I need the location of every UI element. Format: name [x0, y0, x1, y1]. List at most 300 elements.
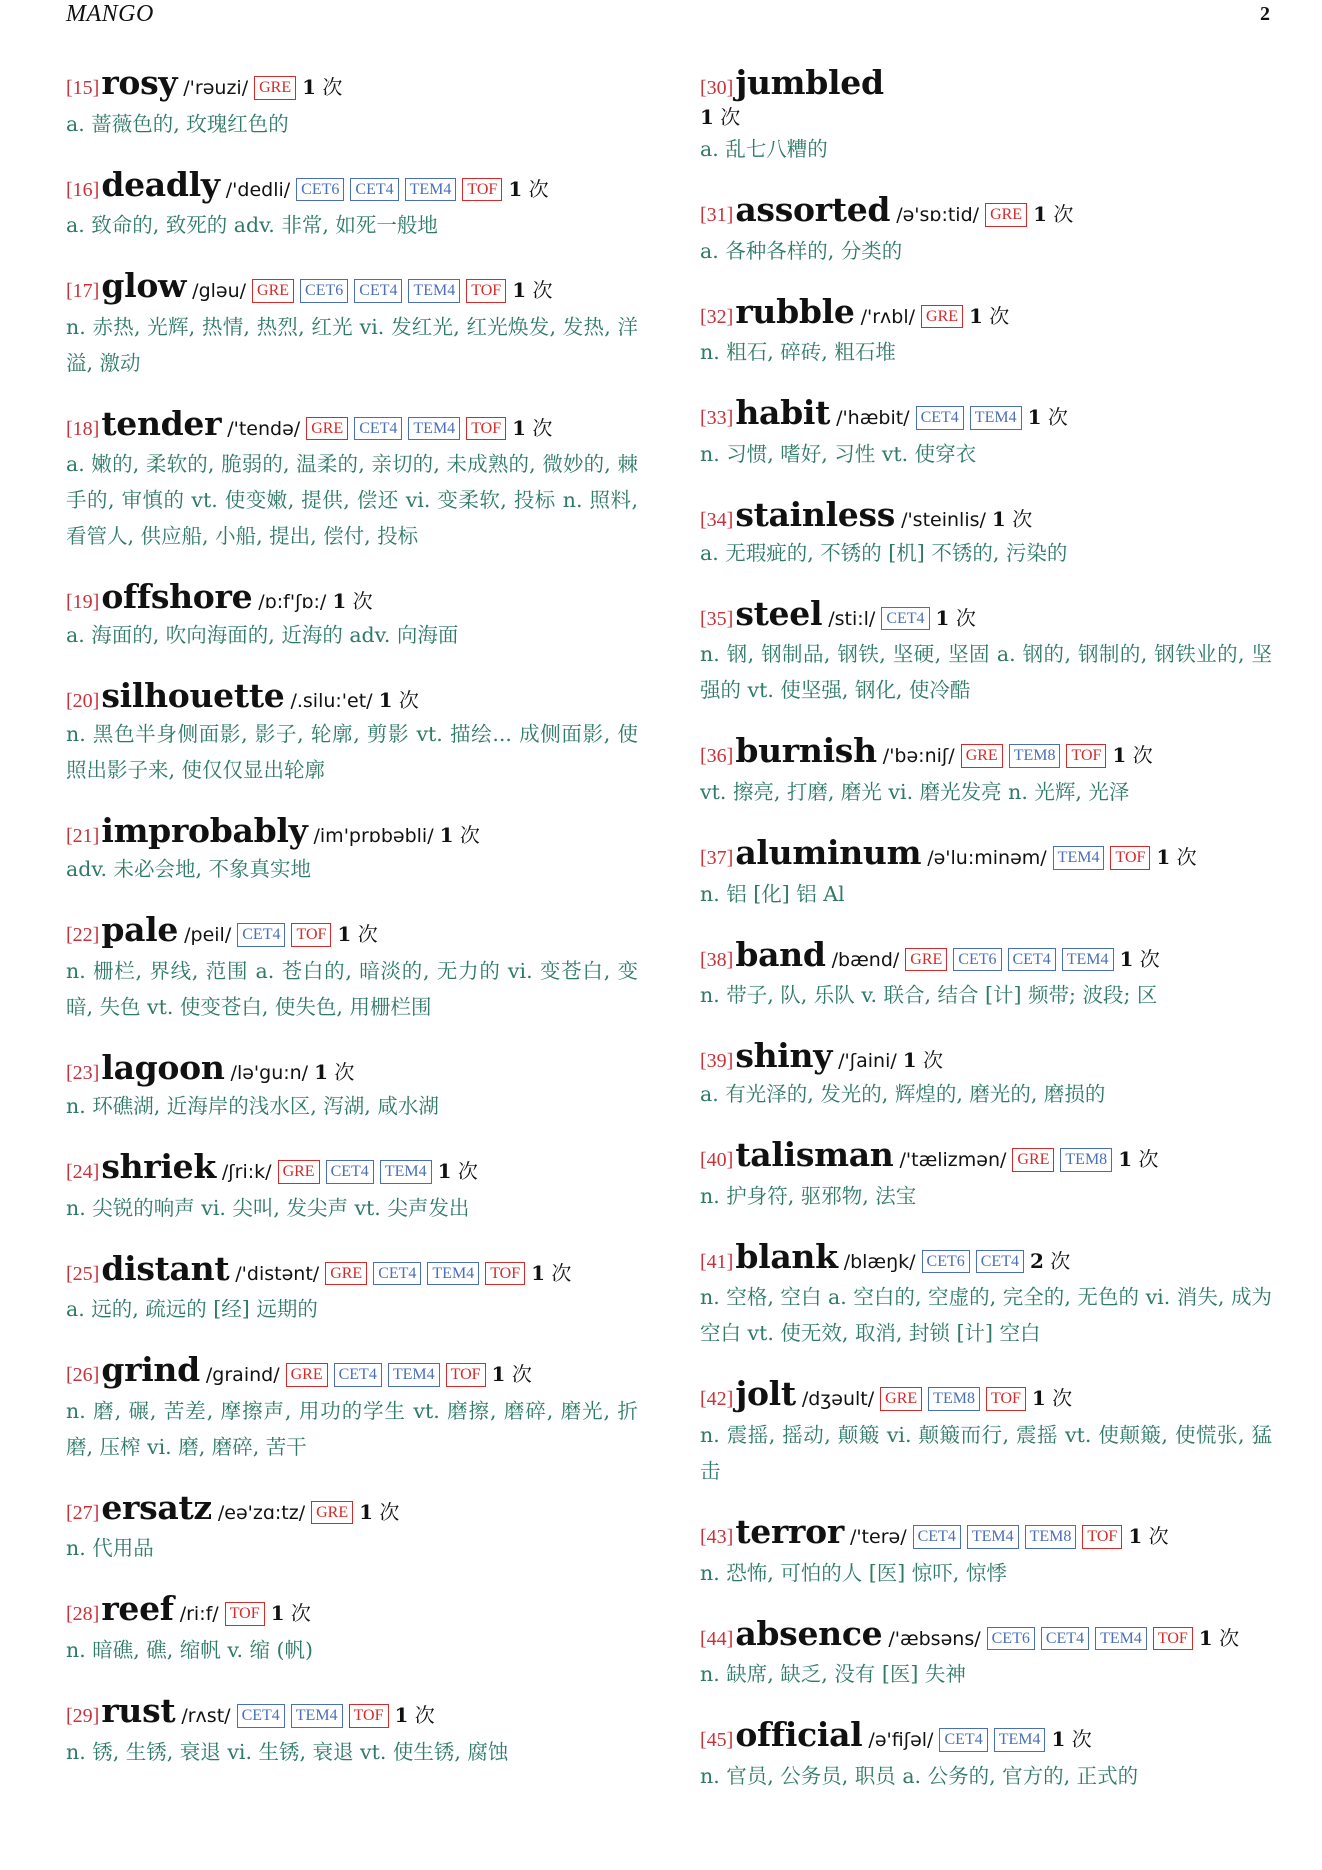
entry-index: [41] [700, 1250, 734, 1273]
vocab-entry [700, 63, 1272, 167]
entry-definition: vt. 擦亮, 打磨, 磨光 vi. 磨光发亮 n. 光辉, 光泽 [700, 779, 1130, 804]
exam-tag: GRE [880, 1387, 922, 1411]
entry-index: [37] [700, 846, 734, 869]
entry-index: [34] [700, 508, 734, 531]
entry-phonetic: /ə'sɒ:tid/ [896, 204, 980, 226]
entry-word: reef [101, 1589, 174, 1629]
entry-index: [16] [66, 178, 100, 201]
occurrence-count [439, 823, 480, 848]
count-number: 1 [359, 1499, 374, 1524]
entry-index: [18] [66, 417, 100, 440]
vocab-entry [700, 1135, 1272, 1214]
entry-phonetic: /sti:l/ [828, 607, 876, 630]
occurrence-count [394, 1702, 435, 1727]
exam-tag: TEM4 [291, 1704, 343, 1728]
exam-tag: CET4 [334, 1363, 382, 1387]
vocab-entry [700, 593, 1272, 709]
count-number: 1 [1051, 1727, 1066, 1752]
count-unit: 次 [1138, 1147, 1159, 1172]
entry-phonetic: /gləu/ [192, 280, 247, 303]
entry-word: deadly [101, 164, 220, 204]
entry-index: [39] [700, 1050, 734, 1073]
exam-tag: CET4 [326, 1160, 374, 1184]
entry-index: [27] [66, 1501, 100, 1524]
exam-tag: CET6 [922, 1250, 970, 1274]
entry-definition: n. 钢, 钢制品, 钢铁, 坚硬, 坚固 a. 钢的, 钢制的, 钢铁业的, 坚强的 vt. 使坚强, 钢化, 使冷酷 [700, 642, 1272, 703]
entry-word: ersatz [101, 1487, 212, 1527]
occurrence-count [270, 1601, 311, 1626]
entry-word: rosy [101, 63, 178, 102]
count-unit: 次 [1132, 743, 1153, 768]
entry-word: grind [101, 1350, 200, 1390]
occurrence-count [1051, 1727, 1092, 1752]
entry-definition: a. 致命的, 致死的 adv. 非常, 如死一般地 [66, 213, 438, 238]
count-number: 1 [1156, 844, 1171, 869]
count-unit: 次 [532, 278, 553, 303]
count-unit: 次 [1050, 1248, 1071, 1273]
vocab-entry [700, 731, 1272, 810]
entry-phonetic: /lə'gu:n/ [230, 1061, 309, 1084]
entry-headline [700, 1135, 1272, 1175]
exam-tag: TOF [446, 1363, 486, 1387]
occurrence-count [359, 1499, 400, 1524]
entry-headline [700, 934, 1272, 974]
count-unit: 次 [334, 1059, 355, 1084]
count-unit: 次 [1176, 844, 1197, 869]
count-unit: 次 [532, 415, 553, 440]
entry-definition: n. 锈, 生锈, 衰退 vi. 生锈, 衰退 vt. 使生锈, 腐蚀 [66, 1739, 509, 1764]
count-unit: 次 [290, 1601, 311, 1626]
vocab-entry [66, 164, 638, 244]
occurrence-count [1112, 743, 1153, 768]
count-number: 1 [902, 1048, 917, 1073]
entry-headline [66, 1146, 638, 1186]
entry-phonetic: /bænd/ [831, 948, 900, 971]
occurrence-count [1156, 844, 1197, 869]
occurrence-count [302, 77, 342, 97]
entry-phonetic: /'distənt/ [235, 1262, 320, 1285]
vocab-entry [66, 1248, 638, 1328]
count-number: 1 [302, 75, 317, 99]
exam-tag: GRE [254, 76, 296, 100]
exam-tag: CET4 [1041, 1627, 1089, 1651]
entry-headline [66, 577, 638, 617]
exam-tag: TOF [466, 279, 506, 303]
exam-tag: CET6 [987, 1627, 1035, 1651]
occurrence-count [332, 589, 373, 614]
occurrence-count [531, 1260, 572, 1285]
count-number: 1 [512, 415, 527, 440]
entry-phonetic: /.silu:'et/ [290, 690, 373, 713]
exam-tag: CET4 [237, 1704, 285, 1728]
entry-definition: a. 嫩的, 柔软的, 脆弱的, 温柔的, 亲切的, 未成熟的, 微妙的, 棘手的, 审慎的 vt. 使变嫩, 提供, 偿还 vi. 变柔软, 投标 n. 照料, 看管人, 供应船, 小船, 提出, 偿付, 投标 [66, 452, 638, 549]
count-unit: 次 [551, 1260, 572, 1285]
vocab-entry [66, 910, 638, 1025]
entry-definition: n. 暗礁, 礁, 缩帆 v. 缩 (帆) [66, 1637, 314, 1662]
exam-tag: TOF [986, 1387, 1026, 1411]
vocab-entry [700, 190, 1272, 269]
vocab-entry [66, 1487, 638, 1567]
entry-definition: n. 代用品 [66, 1536, 154, 1561]
count-number: 1 [700, 105, 714, 129]
entry-definition: n. 赤热, 光辉, 热情, 热烈, 红光 vi. 发红光, 红光焕发, 发热, 洋溢, 激动 [66, 314, 638, 375]
exam-tag: TEM8 [1025, 1525, 1077, 1549]
entry-word: official [735, 1715, 863, 1755]
entry-definition: n. 官员, 公务员, 职员 a. 公务的, 官方的, 正式的 [700, 1763, 1139, 1788]
vocab-entry [66, 403, 638, 555]
exam-tag: CET4 [350, 178, 398, 202]
count-number: 1 [531, 1260, 546, 1285]
entry-headline [66, 1248, 638, 1288]
entry-definition: a. 乱七八糟的 [700, 137, 828, 161]
entry-word: jolt [735, 1374, 796, 1414]
exam-tag: CET4 [373, 1262, 421, 1286]
occurrence-count [902, 1048, 944, 1073]
count-unit: 次 [1053, 202, 1074, 226]
entry-phonetic: /'dedli/ [225, 178, 291, 201]
count-unit: 次 [989, 303, 1010, 328]
count-unit: 次 [352, 589, 373, 614]
entry-phonetic: /ə'fiʃəl/ [868, 1729, 934, 1752]
exam-tag: TEM4 [408, 417, 460, 441]
entry-definition: a. 海面的, 吹向海面的, 近海的 adv. 向海面 [66, 623, 459, 648]
exam-tag: TEM4 [1062, 948, 1114, 972]
exam-tag: CET4 [976, 1250, 1024, 1274]
entry-phonetic: /graind/ [205, 1364, 280, 1387]
entry-phonetic: /'æbsəns/ [888, 1627, 981, 1650]
entry-index: [44] [700, 1627, 734, 1650]
entry-definition: n. 环礁湖, 近海岸的浅水区, 泻湖, 咸水湖 [66, 1093, 439, 1118]
entry-headline [700, 190, 1272, 229]
count-unit: 次 [398, 688, 419, 713]
entry-word: absence [735, 1613, 883, 1653]
entry-definition: n. 习惯, 嗜好, 习性 vt. 使穿衣 [700, 441, 977, 466]
entry-phonetic: /eə'zɑ:tz/ [217, 1501, 306, 1524]
exam-tag: TEM4 [970, 406, 1022, 430]
entry-headline [700, 1715, 1272, 1755]
entry-definition: a. 有光泽的, 发光的, 辉煌的, 磨光的, 磨损的 [700, 1082, 1106, 1107]
occurrence-count [1033, 204, 1073, 224]
entry-headline [700, 593, 1272, 633]
entry-word: silhouette [101, 676, 285, 716]
entry-word: rubble [735, 291, 855, 331]
entry-index: [28] [66, 1603, 100, 1626]
entry-headline [700, 291, 1272, 331]
exam-tag: CET4 [916, 406, 964, 430]
exam-tag: TEM4 [994, 1728, 1046, 1752]
exam-tag: TEM8 [1060, 1148, 1112, 1172]
count-number: 1 [1033, 202, 1047, 226]
exam-tag: TOF [225, 1602, 265, 1626]
exam-tag: GRE [286, 1363, 328, 1387]
entry-index: [35] [700, 607, 734, 630]
exam-tag: TOF [1066, 744, 1106, 768]
entry-index: [25] [66, 1262, 100, 1285]
exam-tag: TOF [1153, 1627, 1193, 1651]
vocab-entry [66, 1146, 638, 1226]
exam-tag: TEM4 [1095, 1627, 1147, 1651]
entry-phonetic: /'tendə/ [227, 417, 301, 440]
entry-headline [700, 1511, 1272, 1551]
entry-headline [66, 1690, 638, 1730]
exam-tag: CET4 [881, 607, 929, 631]
exam-tag: CET4 [913, 1525, 961, 1549]
entry-phonetic: /rʌst/ [181, 1704, 231, 1727]
entry-word: shriek [101, 1146, 216, 1186]
vocab-entry [700, 1374, 1272, 1489]
count-number: 1 [394, 1702, 409, 1727]
count-number: 1 [991, 506, 1006, 531]
entry-headline [700, 1236, 1272, 1276]
entry-word: band [735, 934, 826, 974]
count-number: 1 [270, 1601, 285, 1626]
occurrence-count [508, 176, 549, 201]
entry-index: [24] [66, 1160, 100, 1183]
exam-tag: CET6 [300, 279, 348, 303]
entry-phonetic: /ri:f/ [179, 1603, 219, 1626]
occurrence-count [337, 922, 378, 947]
occurrence-count [512, 278, 553, 303]
vocab-entry [66, 63, 638, 142]
page-number: 2 [1260, 2, 1270, 25]
entry-definition: n. 缺席, 缺乏, 没有 [医] 失神 [700, 1662, 966, 1687]
entry-phonetic: /'rəuzi/ [183, 77, 249, 99]
exam-tag: GRE [306, 417, 348, 441]
entry-index: [15] [66, 77, 100, 99]
entry-phonetic: /dʒəult/ [801, 1388, 875, 1411]
entry-headline [66, 676, 638, 716]
vocab-entry [700, 291, 1272, 371]
occurrence-count [1198, 1625, 1240, 1650]
count-number: 1 [935, 605, 950, 630]
count-unit: 次 [923, 1048, 944, 1073]
occurrence-count [1128, 1523, 1169, 1548]
vocab-entry [700, 1511, 1272, 1591]
entry-definition: n. 磨, 碾, 苦差, 摩擦声, 用功的学生 vt. 磨擦, 磨碎, 磨光, 折磨, 压榨 vi. 磨, 磨碎, 苦干 [66, 1398, 638, 1459]
count-number: 1 [969, 303, 983, 328]
exam-tag: TEM4 [1053, 846, 1105, 870]
entry-phonetic: /blæŋk/ [843, 1250, 916, 1273]
vocab-entry [700, 1715, 1272, 1794]
entry-word: tender [101, 403, 222, 443]
entry-index: [40] [700, 1149, 734, 1172]
count-number: 1 [439, 823, 454, 848]
count-unit: 次 [1047, 405, 1068, 430]
entry-index: [26] [66, 1364, 100, 1387]
entry-word: offshore [101, 577, 253, 617]
entry-index: [19] [66, 591, 100, 614]
entry-headline [66, 1589, 638, 1629]
occurrence-count [1029, 1248, 1071, 1273]
vocab-entry [66, 1589, 638, 1668]
exam-tag: TEM4 [408, 279, 460, 303]
exam-tag: CET4 [939, 1728, 987, 1752]
count-number: 2 [1029, 1248, 1044, 1273]
occurrence-count [969, 303, 1010, 328]
exam-tag: CET4 [1008, 948, 1056, 972]
vocab-entry [66, 1047, 638, 1124]
exam-tag: TEM4 [380, 1160, 432, 1184]
occurrence-count [1031, 1386, 1073, 1411]
entry-word: stainless [735, 494, 896, 534]
entry-definition: a. 蔷薇色的, 玫瑰红色的 [66, 111, 289, 136]
entry-phonetic: /ɒ:f'ʃɒ:/ [258, 591, 327, 614]
count-unit: 次 [1139, 946, 1160, 971]
page-header [66, 0, 1270, 28]
entry-definition: a. 各种各样的, 分类的 [700, 238, 903, 263]
exam-tag: CET6 [953, 948, 1001, 972]
count-number: 1 [1027, 405, 1042, 430]
exam-tag: TOF [485, 1262, 525, 1286]
count-unit: 次 [1219, 1625, 1240, 1650]
entry-word: blank [735, 1236, 838, 1276]
vocab-entry [700, 934, 1272, 1014]
exam-tag: TOF [291, 923, 331, 947]
entry-index: [17] [66, 280, 100, 303]
entry-word: talisman [735, 1135, 894, 1175]
exam-tag: CET4 [354, 279, 402, 303]
entry-headline [700, 1036, 1272, 1076]
count-unit: 次 [955, 605, 976, 630]
count-number: 1 [337, 922, 352, 947]
entry-word: rust [101, 1690, 176, 1730]
count-unit: 次 [1052, 1386, 1073, 1411]
count-number: 1 [1031, 1386, 1046, 1411]
vocab-entry [700, 832, 1272, 912]
occurrence-count [512, 415, 553, 440]
entry-headline [66, 266, 638, 306]
entry-definition: n. 粗石, 碎砖, 粗石堆 [700, 340, 896, 365]
entry-index: [22] [66, 924, 100, 947]
entry-phonetic: /ə'lu:minəm/ [927, 846, 1047, 869]
entry-headline [700, 63, 1272, 102]
vocab-entry [66, 577, 638, 653]
count-unit: 次 [511, 1362, 532, 1387]
count-number: 1 [491, 1362, 506, 1387]
count-unit: 次 [459, 823, 480, 848]
occurrence-count [1118, 1147, 1159, 1172]
entry-index: [31] [700, 204, 734, 226]
exam-tag: GRE [905, 948, 947, 972]
left-column [66, 63, 638, 1794]
exam-tag: GRE [278, 1160, 320, 1184]
entry-phonetic: /'hæbit/ [836, 407, 910, 430]
entry-definition: a. 远的, 疏远的 [经] 远期的 [66, 1297, 318, 1322]
count-unit: 次 [414, 1702, 435, 1727]
entry-index: [45] [700, 1729, 734, 1752]
occurrence-count [991, 506, 1033, 531]
entry-headline [700, 393, 1272, 433]
entry-index: [30] [700, 77, 734, 99]
exam-tag: GRE [311, 1501, 353, 1525]
entry-definition: n. 铝 [化] 铝 Al [700, 881, 845, 906]
count-number: 1 [1119, 946, 1134, 971]
vocab-entry [66, 811, 638, 887]
exam-tag: GRE [921, 305, 963, 329]
entry-index: [32] [700, 305, 734, 328]
exam-tag: TOF [462, 178, 502, 202]
count-number: 1 [1112, 743, 1127, 768]
exam-tag: TOF [1110, 846, 1150, 870]
entry-headline [700, 731, 1272, 771]
exam-tag: CET6 [296, 178, 344, 202]
exam-tag: GRE [961, 744, 1003, 768]
entry-phonetic: /im'prɒbəbli/ [313, 825, 434, 848]
entry-word: jumbled [735, 63, 884, 102]
exam-tag: GRE [325, 1262, 367, 1286]
entry-definition: n. 带子, 队, 乐队 v. 联合, 结合 [计] 频带; 波段; 区 [700, 983, 1158, 1008]
exam-tag: TEM4 [427, 1262, 479, 1286]
entry-index: [38] [700, 948, 734, 971]
entry-headline [66, 1350, 638, 1390]
entry-word: terror [735, 1511, 844, 1551]
entry-definition: n. 震摇, 摇动, 颠簸 vi. 颠簸而行, 震摇 vt. 使颠簸, 使慌张, 猛击 [700, 1422, 1272, 1483]
entry-columns [66, 63, 1272, 1794]
entry-index: [29] [66, 1704, 100, 1727]
entry-definition: adv. 未必会地, 不象真实地 [66, 857, 312, 882]
occurrence-count [437, 1158, 478, 1183]
entry-definition: a. 无瑕疵的, 不锈的 [机] 不锈的, 污染的 [700, 540, 1068, 565]
entry-word: lagoon [101, 1047, 225, 1087]
entry-phonetic: /'bə:niʃ/ [882, 745, 955, 768]
entry-index: [21] [66, 825, 100, 848]
entry-phonetic: /peil/ [184, 924, 232, 947]
entry-definition: n. 恐怖, 可怕的人 [医] 惊吓, 惊悸 [700, 1560, 1007, 1585]
exam-tag: TEM8 [928, 1387, 980, 1411]
occurrence-count [378, 688, 419, 713]
occurrence-count [1119, 946, 1160, 971]
entry-word: shiny [735, 1036, 833, 1076]
occurrence-count [491, 1362, 532, 1387]
exam-tag: TOF [466, 417, 506, 441]
exam-tag: GRE [1012, 1148, 1054, 1172]
vocab-entry [66, 1690, 638, 1770]
entry-definition: n. 栅栏, 界线, 范围 a. 苍白的, 暗淡的, 无力的 vi. 变苍白, 变暗, 失色 vt. 使变苍白, 使失色, 用栅栏围 [66, 958, 638, 1019]
entry-word: aluminum [735, 832, 922, 872]
entry-phonetic: /'steinlis/ [901, 508, 986, 531]
count-unit: 次 [1148, 1523, 1169, 1548]
book-title: MANGO [66, 0, 154, 27]
entry-phonetic: /'tælizmən/ [899, 1149, 1007, 1172]
entry-word: assorted [735, 190, 891, 229]
occurrence-count [700, 105, 740, 129]
exam-tag: TOF [1082, 1525, 1122, 1549]
entry-headline [700, 1374, 1272, 1414]
vocab-entry [700, 1036, 1272, 1112]
entry-index: [33] [700, 407, 734, 430]
entry-definition: n. 空格, 空白 a. 空白的, 空虚的, 完全的, 无色的 vi. 消失, 成为空白 vt. 使无效, 取消, 封锁 [计] 空白 [700, 1285, 1272, 1346]
entry-word: improbably [101, 811, 308, 851]
entry-headline [66, 1047, 638, 1087]
entry-definition: n. 护身符, 驱邪物, 法宝 [700, 1183, 917, 1208]
exam-tag: TOF [349, 1704, 389, 1728]
entry-definition: n. 黑色半身侧面影, 影子, 轮廓, 剪影 vt. 描绘... 成侧面影, 使照出影子来, 使仅仅显出轮廓 [66, 722, 638, 783]
vocab-entry [66, 266, 638, 381]
occurrence-count [314, 1059, 355, 1084]
exam-tag: CET4 [237, 923, 285, 947]
count-unit: 次 [1071, 1727, 1092, 1752]
count-number: 1 [378, 688, 393, 713]
entry-headline [66, 910, 638, 950]
vocab-entry [700, 494, 1272, 571]
exam-tag: TEM4 [405, 178, 457, 202]
entry-headline [700, 832, 1272, 872]
entry-word: pale [101, 910, 179, 950]
entry-headline [700, 1613, 1272, 1653]
count-number: 1 [512, 278, 527, 303]
vocab-entry [66, 676, 638, 788]
count-line [700, 107, 1272, 127]
